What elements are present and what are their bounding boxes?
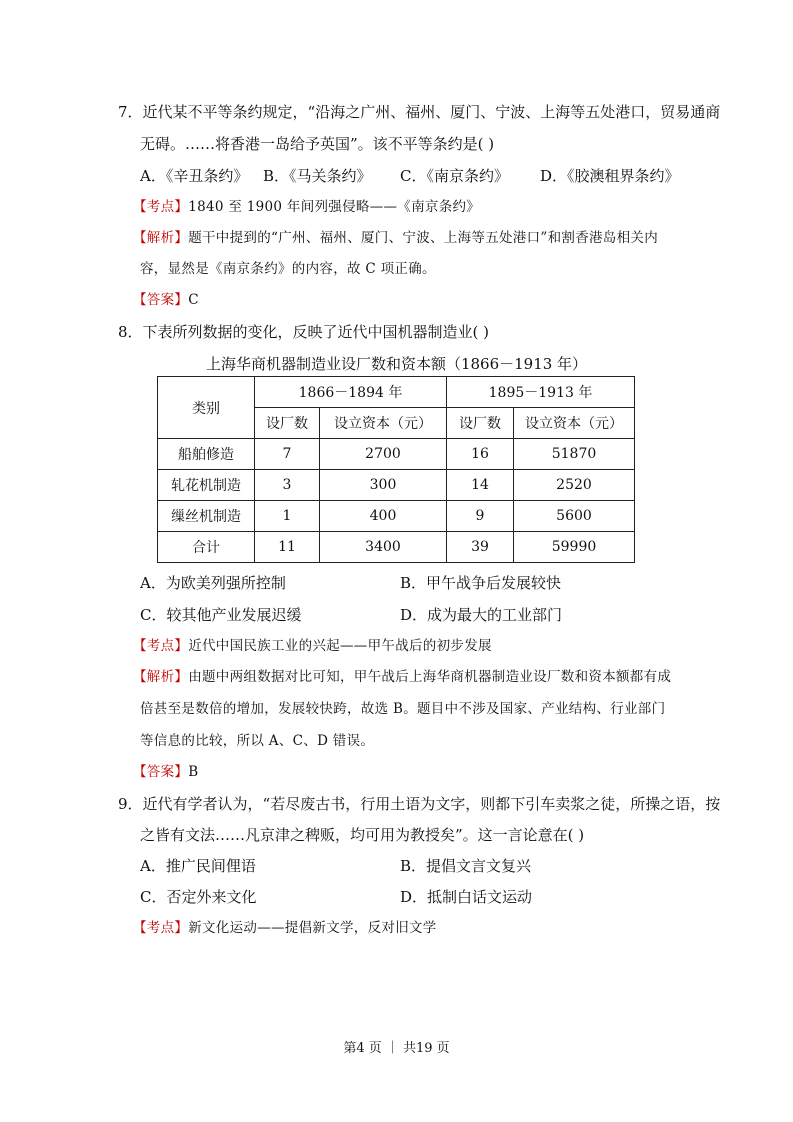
table-cell: 51870 <box>514 439 635 470</box>
table-cell: 400 <box>320 501 447 532</box>
table-subheader: 设立资本（元） <box>514 408 635 439</box>
q9-stem-line1: 9．近代有学者认为，“若尽废古书，行用土语为文字，则都下引车卖浆之徒，所操之语，按 <box>118 795 721 813</box>
q8-jiexi-line2: 倍甚至是数倍的增加，发展较快跨，故选 B。题目中不涉及国家、产业结构、行业部门 <box>140 701 666 717</box>
table-cell: 2700 <box>320 439 447 470</box>
q9-option-a: A．推广民间俚语 <box>140 857 256 875</box>
table-row <box>158 501 635 532</box>
table-cell: 3 <box>255 470 320 501</box>
table-cell: 缫丝机制造 <box>158 501 255 532</box>
table-cell: 39 <box>447 532 514 563</box>
kaodian-label: 【考点】 <box>133 638 189 654</box>
q9-option-d: D．抵制白话文运动 <box>400 888 533 906</box>
q7-jiexi-line1 <box>133 228 658 248</box>
q7-option-c: C．《南京条约》 <box>400 167 509 185</box>
q8-stem: 8．下表所列数据的变化，反映了近代中国机器制造业( ) <box>118 323 490 341</box>
table-subheader: 设厂数 <box>255 408 320 439</box>
q8-jiexi-line3: 等信息的比较，所以 A、C、D 错误。 <box>140 733 375 749</box>
table-cell: 16 <box>447 439 514 470</box>
table-subheader: 设厂数 <box>447 408 514 439</box>
q8-jiexi-line1 <box>133 667 671 687</box>
q9-stem-line2: 之皆有文法……凡京津之稗贩，均可用为教授矣”。这一言论意在( ) <box>140 826 585 844</box>
q7-stem-line2: 无碍。……将香港一岛给予英国”。该不平等条约是( ) <box>140 135 495 153</box>
q8-table-title: 上海华商机器制造业设厂数和资本额（1866－1913 年） <box>205 355 588 373</box>
q7-option-a: A．《辛丑条约》 <box>140 167 249 185</box>
table-header-category: 类别 <box>158 377 255 439</box>
q7-option-d: D．《胶澳租界条约》 <box>540 167 680 185</box>
daan-label: 【答案】 <box>133 292 189 308</box>
q7-option-b: B．《马关条约》 <box>263 167 372 185</box>
table-row <box>158 532 635 563</box>
table-cell: 14 <box>447 470 514 501</box>
table-subheader: 设立资本（元） <box>320 408 447 439</box>
table-cell: 5600 <box>514 501 635 532</box>
q8-daan <box>133 762 198 782</box>
table-cell: 7 <box>255 439 320 470</box>
page-footer: 第4 页 ｜ 共19 页 <box>343 1041 450 1056</box>
kaodian-label: 【考点】 <box>133 920 189 936</box>
q8-kaodian <box>133 636 492 656</box>
daan-label: 【答案】 <box>133 764 189 780</box>
kaodian-text: 近代中国民族工业的兴起——甲午战后的初步发展 <box>188 638 492 654</box>
table-cell: 11 <box>255 532 320 563</box>
table-cell: 9 <box>447 501 514 532</box>
table-cell: 船舶修造 <box>158 439 255 470</box>
q8-option-c: C．较其他产业发展迟缓 <box>140 606 302 624</box>
daan-text: C <box>188 292 199 308</box>
q8-option-a: A．为欧美列强所控制 <box>140 574 286 592</box>
table-cell: 1 <box>255 501 320 532</box>
table-cell: 轧花机制造 <box>158 470 255 501</box>
q9-kaodian <box>133 918 437 938</box>
table-header-period1: 1866－1894 年 <box>255 377 447 408</box>
table-cell: 300 <box>320 470 447 501</box>
q9-option-c: C．否定外来文化 <box>140 888 257 906</box>
q9-option-b: B．提倡文言文复兴 <box>400 857 532 875</box>
table-cell: 59990 <box>514 532 635 563</box>
q7-kaodian <box>133 197 480 217</box>
q7-jiexi-line2: 容，显然是《南京条约》的内容，故 C 项正确。 <box>140 261 436 277</box>
jiexi-text: 由题中两组数据对比可知，甲午战后上海华商机器制造业设厂数和资本额都有成 <box>188 669 672 685</box>
q7-stem-line1: 7．近代某不平等条约规定，“沿海之广州、福州、厦门、宁波、上海等五处港口，贸易通商 <box>118 103 721 121</box>
kaodian-text: 1840 至 1900 年间列强侵略——《南京条约》 <box>188 199 481 215</box>
jiexi-text: 题干中提到的“广州、福州、厦门、宁波、上海等五处港口”和割香港岛相关内 <box>188 230 659 246</box>
q8-option-d: D．成为最大的工业部门 <box>400 606 563 624</box>
jiexi-label: 【解析】 <box>133 669 189 685</box>
table-row <box>158 439 635 470</box>
q7-daan <box>133 290 199 310</box>
daan-text: B <box>188 764 199 780</box>
table-row <box>158 470 635 501</box>
kaodian-label: 【考点】 <box>133 199 189 215</box>
kaodian-text: 新文化运动——提倡新文学，反对旧文学 <box>188 920 437 936</box>
table-cell: 合计 <box>158 532 255 563</box>
table-header-period2: 1895－1913 年 <box>447 377 635 408</box>
q8-data-table <box>157 376 635 563</box>
q8-option-b: B．甲午战争后发展较快 <box>400 574 562 592</box>
table-cell: 2520 <box>514 470 635 501</box>
table-cell: 3400 <box>320 532 447 563</box>
jiexi-label: 【解析】 <box>133 230 189 246</box>
